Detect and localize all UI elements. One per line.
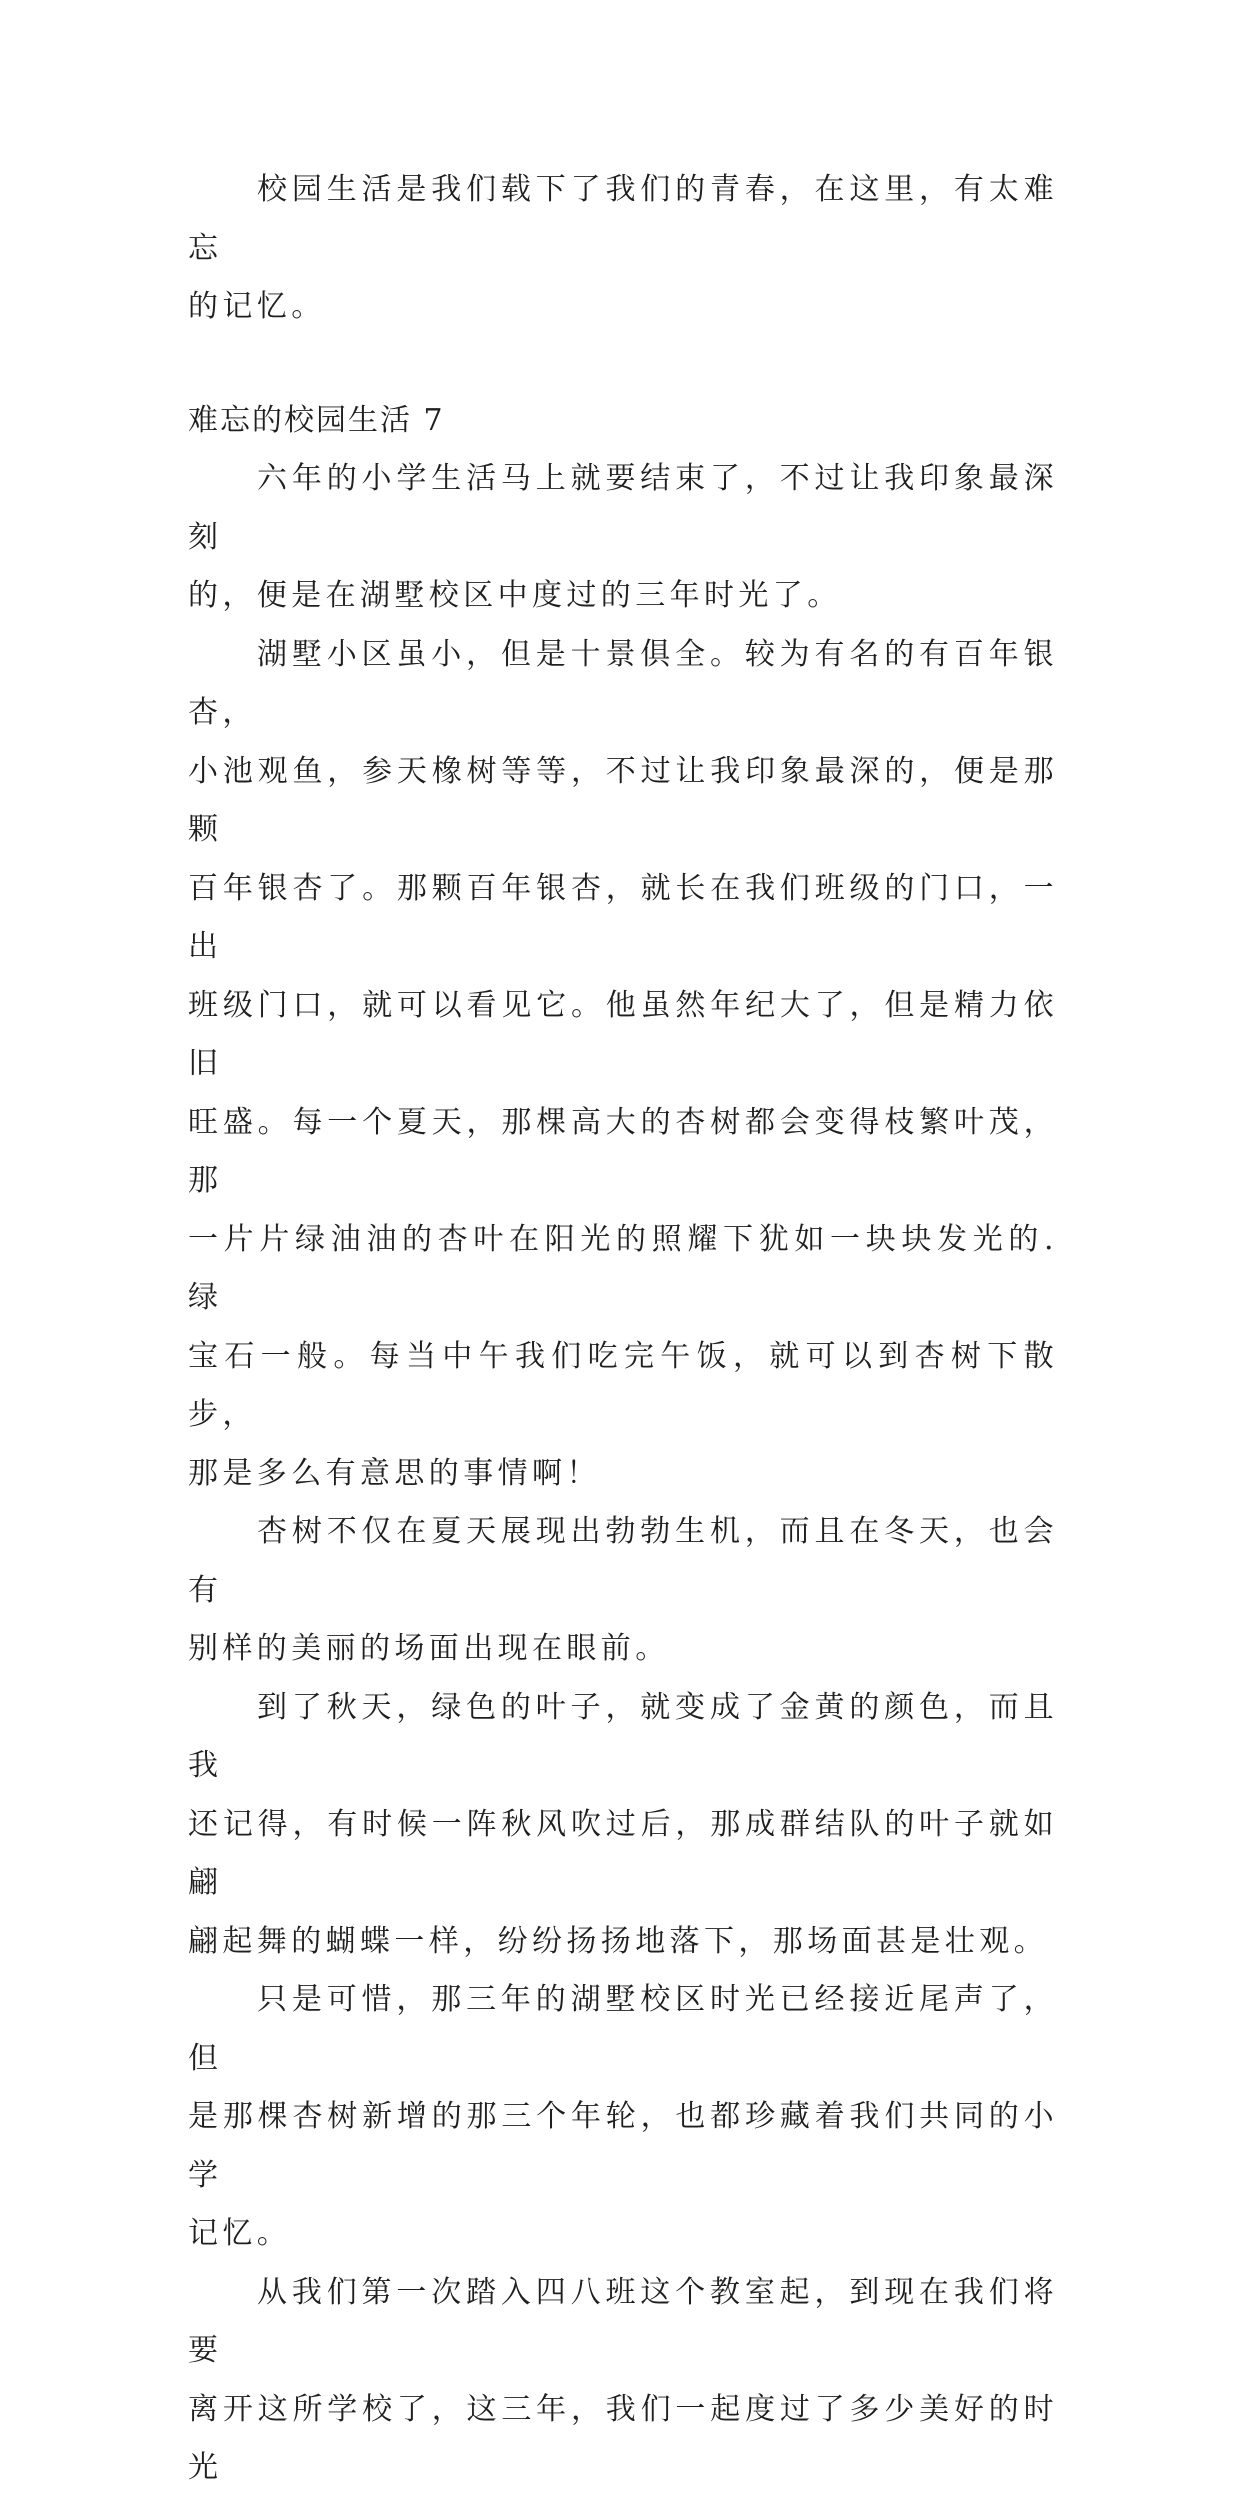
paragraph-5 (188, 1971, 1058, 2264)
text-line: 到了秋天，绿色的叶子，就变成了金黄的颜色，而且我 (188, 1689, 1058, 1783)
intro-paragraph (188, 161, 1058, 337)
text-line: 从我们第一次踏入四八班这个教室起，到现在我们将要 (188, 2274, 1058, 2368)
text-line: 百年银杏了。那颗百年银杏，就长在我们班级的门口，一出 (188, 870, 1058, 964)
text-line: 还记得，有时候一阵秋风吹过后，那成群结队的叶子就如翩 (188, 1806, 1058, 1900)
text-line: 班级门口，就可以看见它。他虽然年纪大了，但是精力依旧 (188, 987, 1058, 1081)
text-line: 的记忆。 (188, 289, 326, 324)
document-body (188, 161, 1058, 2498)
text-line: 那是多么有意思的事情啊！ (188, 1455, 601, 1491)
text-line: 是那棵杏树新增的那三个年轮，也都珍藏着我们共同的小学 (188, 2099, 1058, 2193)
paragraph-1 (188, 450, 1058, 626)
text-line: 宝石一般。每当中午我们吃完午饭，就可以到杏树下散步， (188, 1338, 1058, 1432)
section-spacer (188, 337, 1058, 392)
text-line: 离开这所学校了，这三年，我们一起度过了多少美好的时光 (188, 2391, 1058, 2485)
text-line: 别样的美丽的场面出现在眼前。 (188, 1631, 670, 1666)
text-line: 的，便是在湖墅校区中度过的三年时光了。 (188, 578, 842, 613)
text-line: 杏树不仅在夏天展现出勃勃生机，而且在冬天，也会有 (188, 1514, 1058, 1608)
text-line: 旺盛。每一个夏天，那棵高大的杏树都会变得枝繁叶茂，那 (188, 1104, 1058, 1198)
text-line: 小池观鱼，参天橡树等等，不过让我印象最深的，便是那颗 (188, 753, 1058, 847)
paragraph-6 (188, 2264, 1058, 2498)
paragraph-3 (188, 1503, 1058, 1679)
text-line: 湖墅小区虽小，但是十景俱全。较为有名的有百年银杏， (188, 636, 1058, 730)
text-line: 记忆。 (188, 2216, 292, 2251)
text-line: 翩起舞的蝴蝶一样，纷纷扬扬地落下，那场面甚是壮观。 (188, 1923, 1048, 1959)
text-line: 六年的小学生活马上就要结束了，不过让我印象最深刻 (188, 461, 1058, 555)
section-title: 难忘的校园生活 7 (188, 402, 445, 438)
text-line: 校园生活是我们载下了我们的青春，在这里，有太难忘 (188, 172, 1058, 266)
paragraph-2 (188, 626, 1058, 1504)
paragraph-4 (188, 1679, 1058, 1972)
text-line: 只是可惜，那三年的湖墅校区时光已经接近尾声了，但 (188, 1982, 1058, 2076)
text-line: 一片片绿油油的杏叶在阳光的照耀下犹如一块块发光的.绿 (188, 1221, 1058, 1315)
